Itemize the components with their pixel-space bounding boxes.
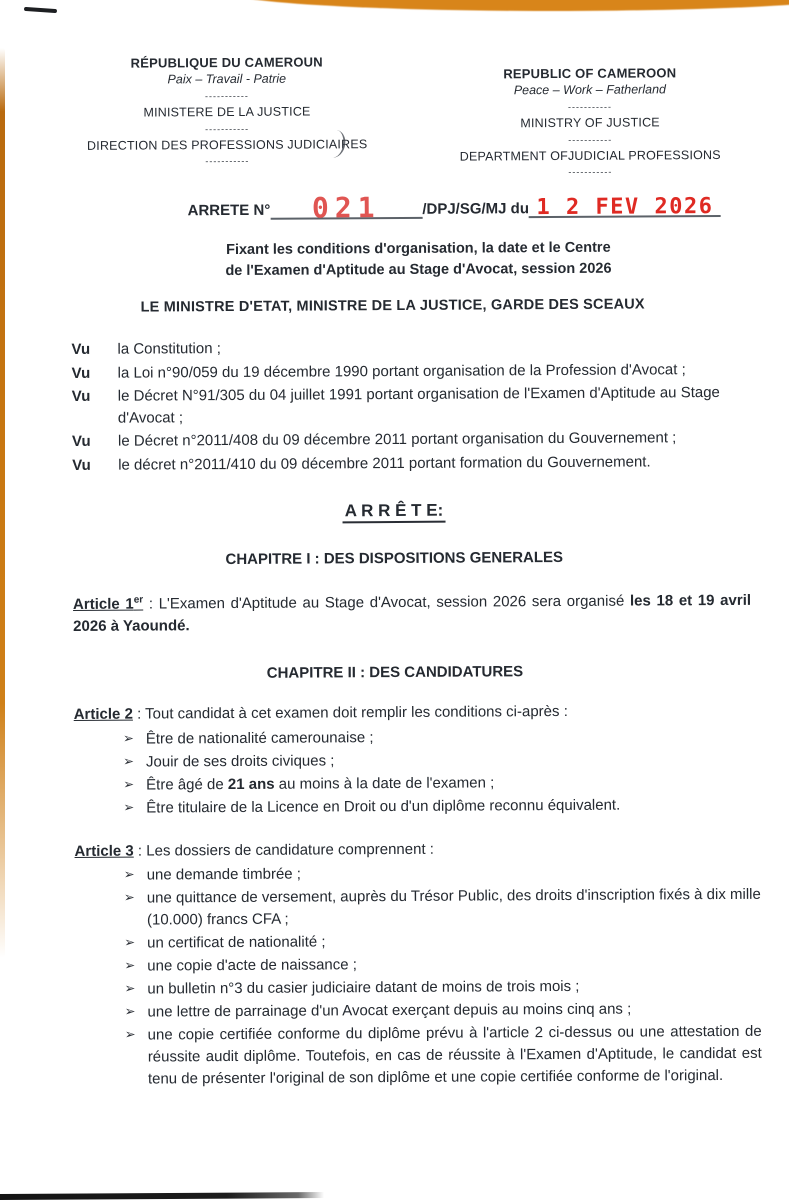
separator: ----------- [568,166,613,178]
arrow-bullet-icon: ➢ [123,754,135,770]
chapter-2-title: CHAPITRE II : DES CANDIDATURES [266,663,524,682]
separator: ----------- [568,134,613,145]
decree-date-stamp: 1 2 FEV 2026 [536,194,714,221]
decree-number-blank [270,191,422,225]
arrow-bullet-icon: ➢ [123,890,135,906]
ministry-en: MINISTRY OF JUSTICE [520,115,660,131]
vu-label: Vu [71,340,91,359]
decree-reference-suffix: /DPJ/SG/MJ du [422,200,530,218]
decree-subject [50,237,787,284]
article-1-exam-dates: les 18 et 19 avril 2026 à Yaoundé. [73,591,752,635]
separator: ----------- [567,101,613,112]
vu-label: Vu [72,456,91,474]
arrow-bullet-icon: ➢ [124,958,136,974]
bullet-text: une lettre de parrainage d'un Avocat exerçant depuis au moins cinq ans ; [147,1000,632,1021]
article-2-intro: Tout candidat à cet examen doit remplir les conditions ci-après : [145,703,568,723]
separator: ----------- [205,156,250,167]
bullet-text: Être de nationalité camerounaise ; [145,728,374,748]
article-2-conditions-list [74,724,761,819]
vu-text: le Décret N°91/305 du 04 juillet 1991 portant organisation de l'Examen d'Aptitude au Stage d'Avocat ; [117,384,720,427]
letterhead [0,0,786,183]
vu-text: le Décret n°2011/408 du 09 décembre 2011 portant organisation du Gouvernement ; [117,429,677,450]
arrow-bullet-icon: ➢ [123,800,135,816]
motto-fr: Paix – Travail - Patrie [167,71,287,87]
bullet-text: Jouir de ses droits civiques ; [145,751,335,771]
bullet-text: une copie certifiée conforme du diplôme prévu à l'article 2 ci-dessus ou une attestation de réussite audit diplôme. Toutefois, en cas de réussite à l'Examen d'Aptitude, le candidat est tenu de présenter l'original de son diplôme et une copie certifiée conforme de l'original. [147,1022,762,1088]
vu-label: Vu [71,387,91,406]
arrow-bullet-icon: ➢ [124,981,136,997]
vu-label: Vu [71,364,91,382]
country-name-en: REPUBLIC OF CAMEROON [503,65,677,82]
bullet-text: un certificat de nationalité ; [147,933,326,952]
bullet-item [74,770,760,796]
bullet-item [75,998,761,1024]
article-3: Article 3 : Les dossiers de candidature comprennent : [74,840,434,860]
issuing-authority: LE MINISTRE D'ETAT, MINISTRE DE LA JUSTICE, GARDE DES SCEAUX [140,296,645,316]
separator: ----------- [205,123,250,134]
arrow-bullet-icon: ➢ [124,1004,136,1020]
bullet-item [74,747,760,773]
bullet-text: un bulletin n°3 du casier judiciaire datant de moins de trois mois ; [147,978,580,998]
vu-text: la Loi n°90/059 du 19 décembre 1990 portant organisation de la Profession d'Avocat ; [117,360,686,382]
bullet-item [75,861,761,887]
decree-number-label: ARRETE N° [187,201,271,220]
bullet-text: une copie d'acte de naissance ; [147,956,357,975]
bullet-item [75,884,761,932]
article-3-label: Article 3 [74,842,134,860]
arrow-bullet-icon: ➢ [122,731,134,747]
arrow-bullet-icon: ➢ [123,777,135,793]
vu-label: Vu [71,432,91,451]
motto-en: Peace – Work – Fatherland [513,82,667,98]
bullet-item [74,724,760,750]
bullet-item [74,793,760,819]
department-fr: DIRECTION DES PROFESSIONS JUDICIAIRES [86,136,368,153]
department-en: DEPARTMENT OFJUDICIAL PROFESSIONS [459,147,721,164]
country-name-fr: RÉPUBLIQUE DU CAMEROUN [130,54,323,71]
decree-date-blank [529,194,721,221]
vu-text: le décret n°2011/410 du 09 décembre 2011 portant formation du Gouvernement. [118,453,651,474]
bullet-text: Être titulaire de la Licence en Droit ou d'un diplôme reconnu équivalent. [146,796,621,817]
article-1-label: Article 1er [72,594,144,614]
vu-list [71,335,788,476]
letterhead-french [79,54,376,182]
bullet-item [75,975,761,1001]
subject-line-2: de l'Examen d'Aptitude au Stage d'Avocat, session 2026 [225,260,612,280]
bullet-item [75,929,761,955]
bullet-text: Être âgé de 21 ans au moins à la date de l'examen ; [146,774,495,794]
article-2: Article 2 : Tout candidat à cet examen doit remplir les conditions ci-après : [73,703,568,724]
scan-edge-left-orange [0,48,5,958]
arrete-heading: A R R Ê T E: [0,499,789,524]
bullet-text: une quittance de versement, auprès du Trésor Public, des droits d'inscription fixés à dix mille (10.000) francs CFA ; [146,885,761,929]
arrow-bullet-icon: ➢ [124,1027,136,1043]
article-3-documents-list [75,861,762,1091]
decree-reference-line [187,191,787,225]
letterhead-english [436,52,745,180]
subject-line-1: Fixant les conditions d'organisation, la date et le Centre [226,239,611,259]
vu-text: la Constitution ; [117,340,221,358]
decree-number-stamp: 021 [311,191,381,225]
article-3-intro: Les dossiers de candidature comprennent : [146,840,434,860]
ministry-fr: MINISTERE DE LA JUSTICE [143,104,311,120]
arrow-bullet-icon: ➢ [124,935,136,951]
bullet-item [75,952,761,978]
article-1: Article 1er : L'Examen d'Aptitude au Stage d'Avocat, session 2026 sera organisé les 18 et 19 avril 2026 à Yaoundé. [72,591,752,635]
article-2-label: Article 2 [73,705,133,724]
arrow-bullet-icon: ➢ [123,867,135,883]
bullet-text: une demande timbrée ; [146,865,301,884]
separator: ----------- [204,90,249,102]
bullet-item [76,1021,762,1091]
chapter-1-title: CHAPITRE I : DES DISPOSITIONS GENERALES [225,549,564,569]
article-1-text: L'Examen d'Aptitude au Stage d'Avocat, session 2026 sera organisé [158,592,630,613]
